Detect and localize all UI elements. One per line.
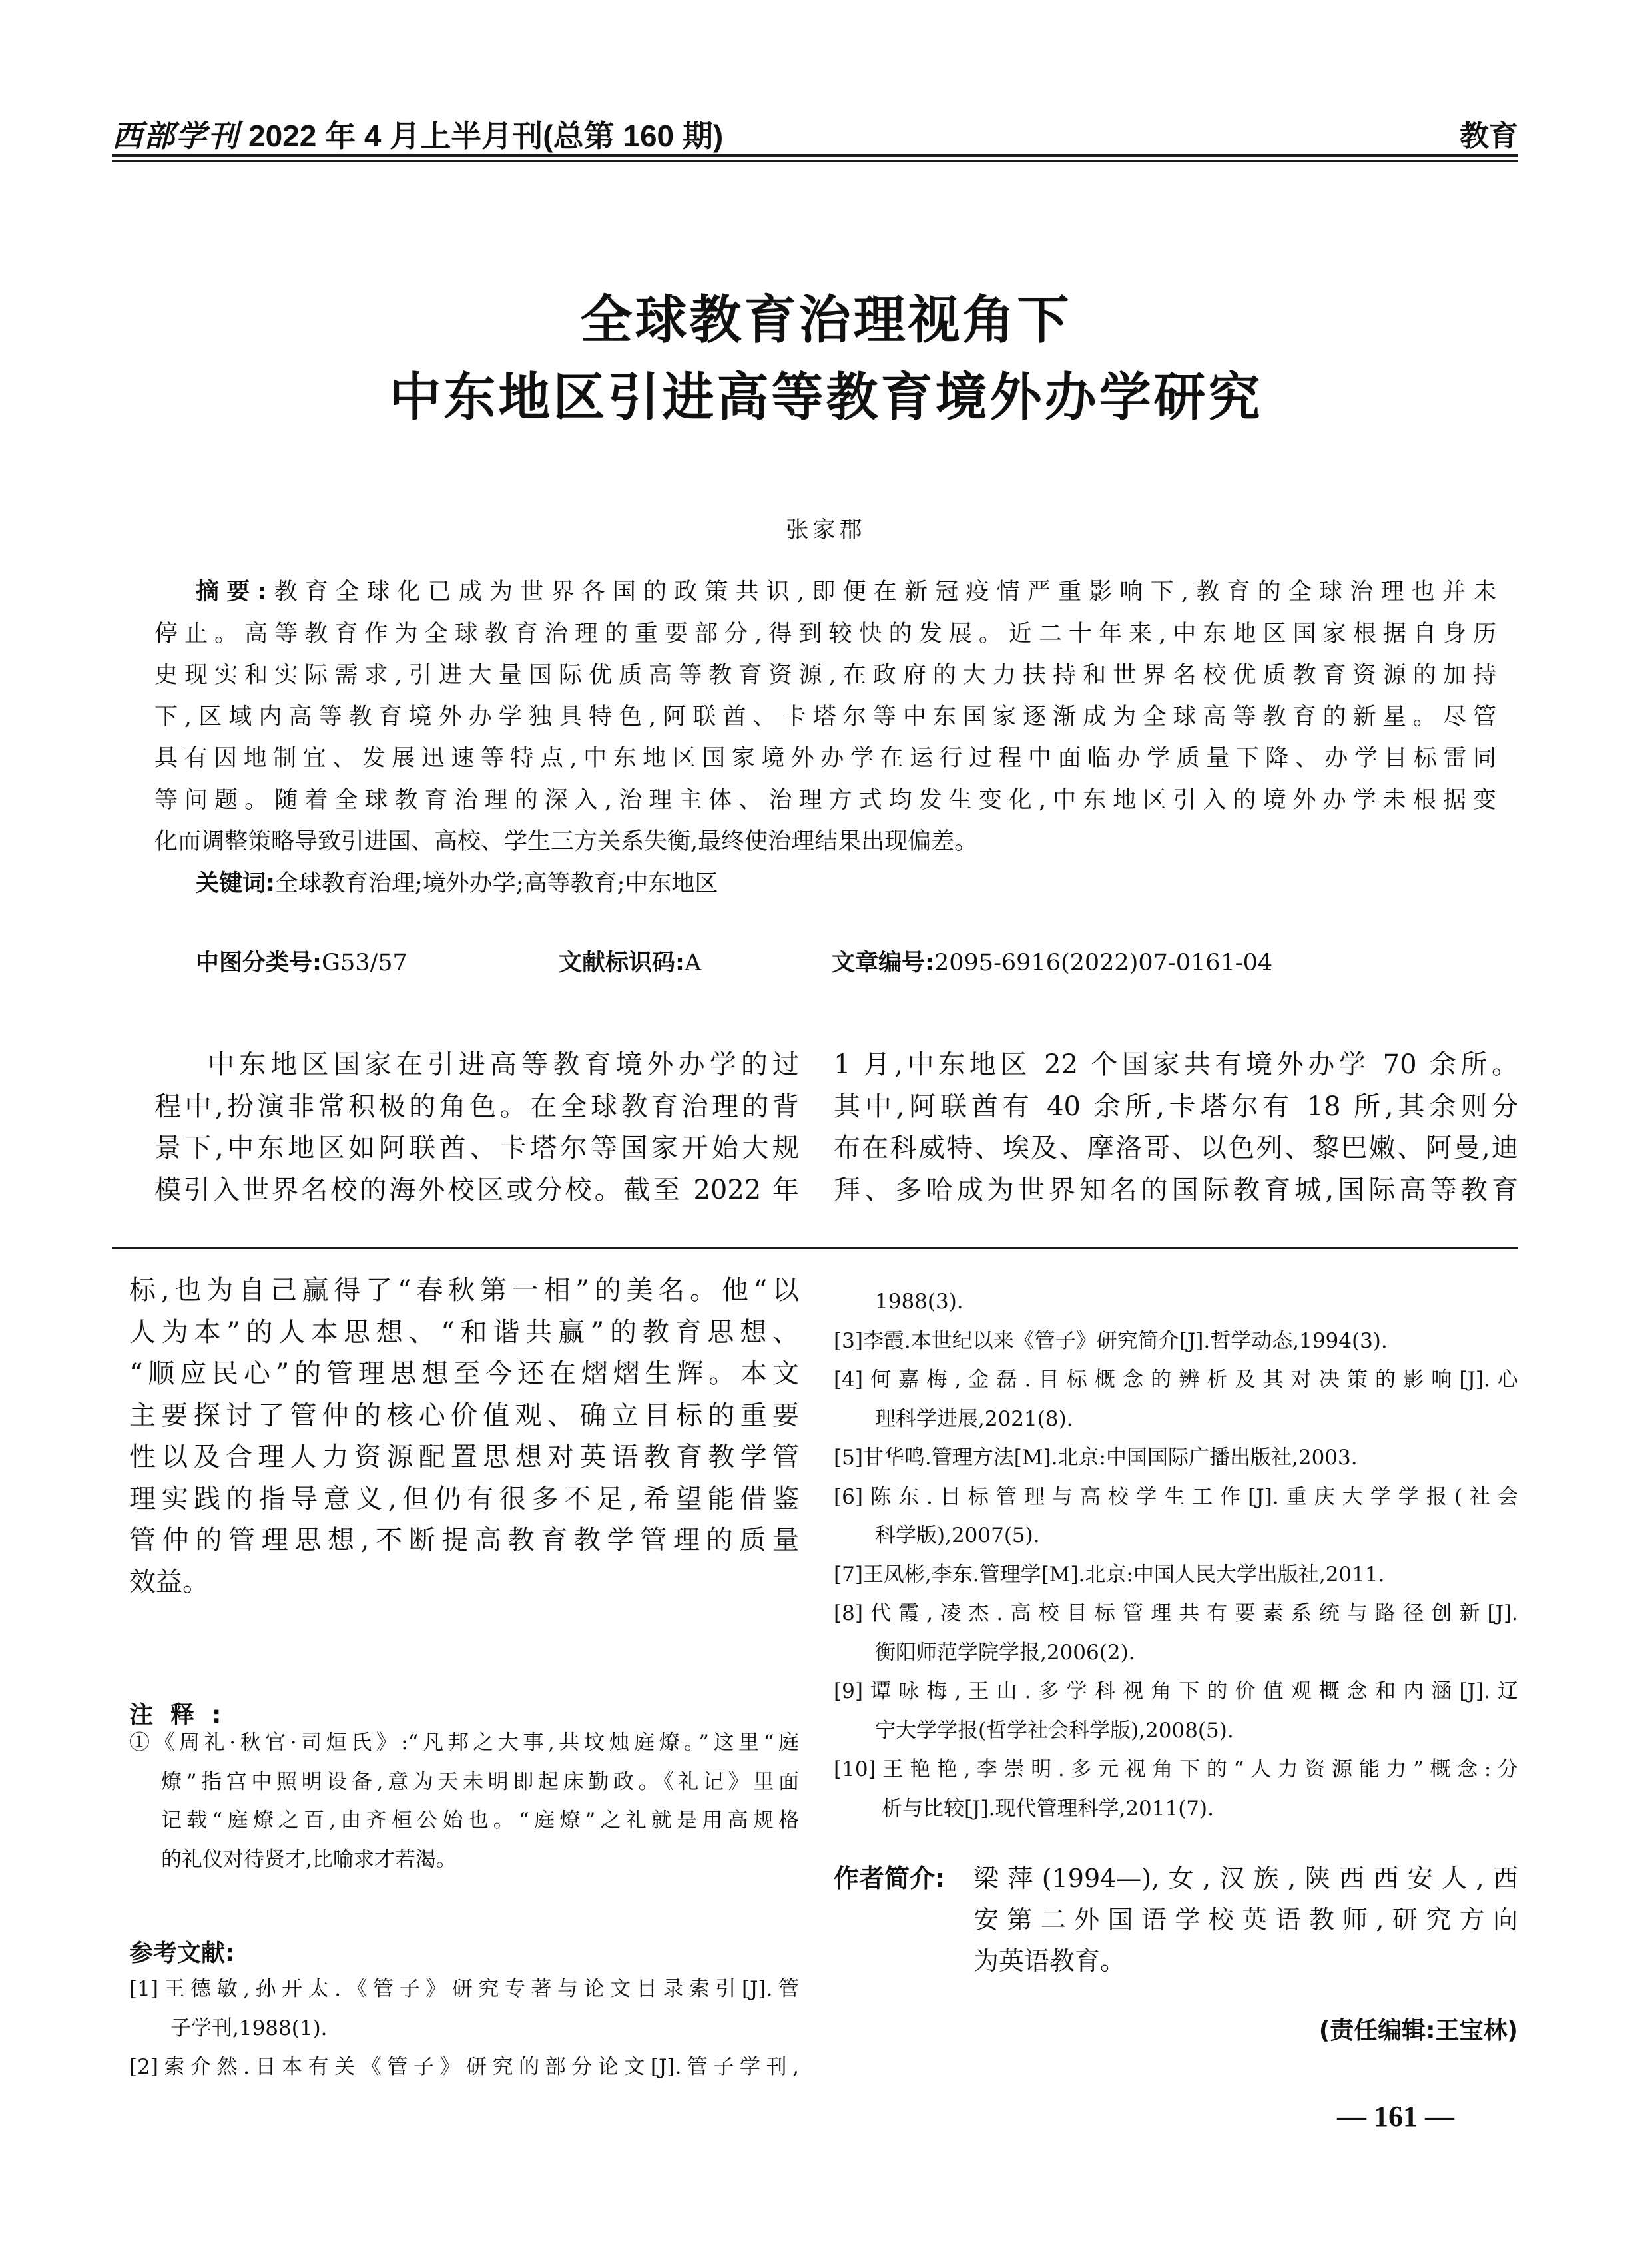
reference-number: [1] <box>129 1977 158 2001</box>
reference-item <box>834 1750 1518 1789</box>
body-line: 标,也为自己赢得了“春秋第一相”的美名。他“以 <box>129 1275 799 1306</box>
reference-item <box>129 1970 799 2009</box>
reference-item <box>834 1478 1518 1517</box>
clc-number <box>196 944 559 978</box>
reference-item <box>129 2048 799 2087</box>
reference-text: 陈东.目标管理与高校学生工作[J].重庆大学学报(社会 <box>862 1484 1518 1509</box>
reference-text: 甘华鸣.管理方法[M].北京:中国国际广播出版社,2003. <box>862 1446 1358 1470</box>
reference-text: 王艳艳,李崇明.多元视角下的“人力资源能力”概念:分 <box>876 1757 1518 1781</box>
body-line: 性以及合理人力资源配置思想对英语教育教学管 <box>129 1442 799 1472</box>
body-line: 效益。 <box>129 1566 209 1597</box>
abstract-text: 教育全球化已成为世界各国的政策共识,即便在新冠疫情严重影响下,教育的全球治理也并未 <box>266 579 1496 605</box>
abstract <box>154 571 1496 904</box>
reference-text: 王德敏,孙开太.《管子》研究专著与论文目录索引[J].管 <box>158 1977 799 2001</box>
reference-item-cont: 衡阳师范学院学报,2006(2). <box>875 1640 1135 1665</box>
reference-number: [10] <box>834 1757 876 1781</box>
document-code <box>559 944 832 978</box>
header-rule <box>112 160 1518 162</box>
abstract-line: 下,区域内高等教育境外办学独具特色,阿联酋、卡塔尔等中东国家逐渐成为全球高等教育的新星。尽管 <box>154 703 1496 730</box>
body-line: 人为本”的人本思想、“和谐共赢”的教育思想、 <box>129 1316 799 1348</box>
article-separator-rule <box>112 1247 1518 1249</box>
previous-article-conclusion <box>129 1270 799 1603</box>
reference-item-cont: 1988(3). <box>875 1290 964 1314</box>
keywords-line <box>154 863 1496 905</box>
issue-info: 2022 年 4 月上半月刊(总第 160 期) <box>248 119 724 153</box>
body-line: 理实践的指导意义,但仍有很多不足,希望能借鉴 <box>129 1483 799 1514</box>
body-line: 其中,阿联酋有 40 余所,卡塔尔有 18 所,其余则分 <box>834 1091 1518 1122</box>
reference-number: [9] <box>834 1679 863 1703</box>
reference-text: 索介然.日本有关《管子》研究的部分论文[J].管子学刊, <box>158 2055 799 2079</box>
body-line: 管仲的管理思想,不断提高教育教学管理的质量 <box>129 1525 799 1555</box>
notes <box>129 1723 799 1879</box>
journal-logo: 西部学刊 <box>112 118 240 154</box>
bio-line: 梁萍(1994—),女,汉族,陕西西安人,西 <box>973 1864 1518 1893</box>
doc-code-value: A <box>685 950 702 976</box>
reference-text: 代霞,凌杰.高校目标管理共有要素系统与路径创新[J]. <box>862 1601 1518 1625</box>
reference-item <box>834 1555 1518 1595</box>
page-number: — 161 — <box>1337 2100 1454 2133</box>
author-bio-label: 作者简介: <box>834 1864 946 1893</box>
header-rule <box>112 154 1518 157</box>
doc-code-label: 文献标识码: <box>559 950 685 976</box>
reference-item-cont: 科学版),2007(5). <box>875 1524 1040 1547</box>
references-left <box>129 1970 799 2087</box>
abstract-line <box>154 571 1496 613</box>
reference-number: [4] <box>834 1368 863 1392</box>
article-no-label: 文章编号: <box>832 950 934 976</box>
reference-number: [2] <box>129 2055 158 2079</box>
article-no-value: 2095-6916(2022)07-0161-04 <box>934 950 1273 976</box>
reference-number: [6] <box>834 1484 863 1509</box>
article-title-line-1: 全球教育治理视角下 <box>580 290 1072 350</box>
notes-heading: 注释: <box>129 1701 239 1729</box>
body-line: 布在科威特、埃及、摩洛哥、以色列、黎巴嫩、阿曼,迪 <box>834 1133 1518 1163</box>
references-right <box>834 1282 1518 1828</box>
reference-number: [5] <box>834 1446 863 1470</box>
body-line: 主要探讨了管仲的核心价值观、确立目标的重要 <box>129 1400 799 1431</box>
reference-text: 李霞.本世纪以来《管子》研究简介[J].哲学动态,1994(3). <box>862 1328 1388 1353</box>
reference-item-cont: 析与比较[J].现代管理科学,2011(7). <box>882 1796 1214 1821</box>
article-author: 张家郡 <box>786 517 866 543</box>
section-label: 教育 <box>1460 119 1518 153</box>
responsible-editor: (责任编辑:王宝林) <box>1318 2017 1518 2044</box>
bio-line: 为英语教育。 <box>973 1946 1126 1976</box>
reference-text: 王凤彬,李东.管理学[M].北京:中国人民大学出版社,2011. <box>862 1562 1385 1587</box>
reference-item-cont: 子学刊,1988(1). <box>170 2016 328 2040</box>
article-number <box>832 944 1272 978</box>
abstract-line: 化而调整策略导致引进国、高校、学生三方关系失衡,最终使治理结果出现偏差。 <box>154 828 978 855</box>
body-line: “顺应民心”的管理思想至今还在熠熠生辉。本文 <box>129 1358 799 1389</box>
abstract-line: 史现实和实际需求,引进大量国际优质高等教育资源,在政府的大力扶持和世界名校优质教育资源的加持 <box>154 662 1496 689</box>
abstract-line: 停止。高等教育作为全球教育治理的重要部分,得到较快的发展。近二十年来,中东地区国家根据自身历 <box>154 620 1496 647</box>
abstract-line: 具有因地制宜、发展迅速等特点,中东地区国家境外办学在运行过程中面临办学质量下降、办学目标雷同 <box>154 745 1496 772</box>
keywords-label: 关键词: <box>196 870 275 897</box>
abstract-label: 摘要: <box>196 579 267 605</box>
note-line: ①《周礼·秋官·司烜氏》:“凡邦之大事,共坟烛庭燎。”这里“庭 <box>129 1731 799 1755</box>
clc-label: 中图分类号: <box>196 950 322 976</box>
reference-item <box>834 1594 1518 1633</box>
reference-item-cont: 宁大学学报(哲学社会科学版),2008(5). <box>875 1718 1234 1743</box>
body-column-right <box>834 1044 1518 1211</box>
note-line: 记载“庭燎之百,由齐桓公始也。“庭燎”之礼就是用高规格 <box>161 1809 799 1832</box>
body-line: 拜、多哈成为世界知名的国际教育城,国际高等教育 <box>834 1174 1518 1205</box>
reference-item <box>834 1672 1518 1711</box>
references-heading: 参考文献: <box>129 1940 235 1967</box>
article-title-line-2: 中东地区引进高等教育境外办学研究 <box>389 367 1263 427</box>
bio-line: 安第二外国语学校英语教师,研究方向 <box>973 1905 1518 1934</box>
author-bio-text <box>973 1858 1518 1982</box>
reference-item-cont: 理科学进展,2021(8). <box>875 1406 1073 1431</box>
reference-number: [7] <box>834 1562 863 1587</box>
note-line: 的礼仪对待贤才,比喻求才若渴。 <box>161 1847 457 1872</box>
body-column-left <box>154 1044 799 1211</box>
keywords: 全球教育治理;境外办学;高等教育;中东地区 <box>275 870 718 897</box>
reference-text: 谭咏梅,王山.多学科视角下的价值观概念和内涵[J].辽 <box>862 1679 1518 1703</box>
reference-item <box>834 1322 1518 1361</box>
body-line: 程中,扮演非常积极的角色。在全球教育治理的背 <box>154 1091 799 1122</box>
running-header <box>112 112 1518 158</box>
reference-number: [3] <box>834 1328 863 1353</box>
reference-text: 何嘉梅,金磊.目标概念的辨析及其对决策的影响[J].心 <box>862 1368 1518 1392</box>
reference-item <box>834 1438 1518 1478</box>
clc-value: G53/57 <box>322 950 408 976</box>
reference-number: [8] <box>834 1601 863 1625</box>
body-line: 景下,中东地区如阿联酋、卡塔尔等国家开始大规 <box>154 1133 799 1163</box>
abstract-line: 等问题。随着全球教育治理的深入,治理主体、治理方式均发生变化,中东地区引入的境外办学未根据变 <box>154 786 1496 814</box>
article-metadata <box>196 944 1272 978</box>
body-line: 1 月,中东地区 22 个国家共有境外办学 70 余所。 <box>834 1049 1518 1080</box>
body-line: 模引入世界名校的海外校区或分校。截至 2022 年 <box>154 1174 799 1205</box>
note-line: 燎”指宫中照明设备,意为天未明即起床勤政。《礼记》里面 <box>161 1769 799 1794</box>
reference-item <box>834 1360 1518 1400</box>
body-line: 中东地区国家在引进高等教育境外办学的过 <box>208 1049 799 1080</box>
